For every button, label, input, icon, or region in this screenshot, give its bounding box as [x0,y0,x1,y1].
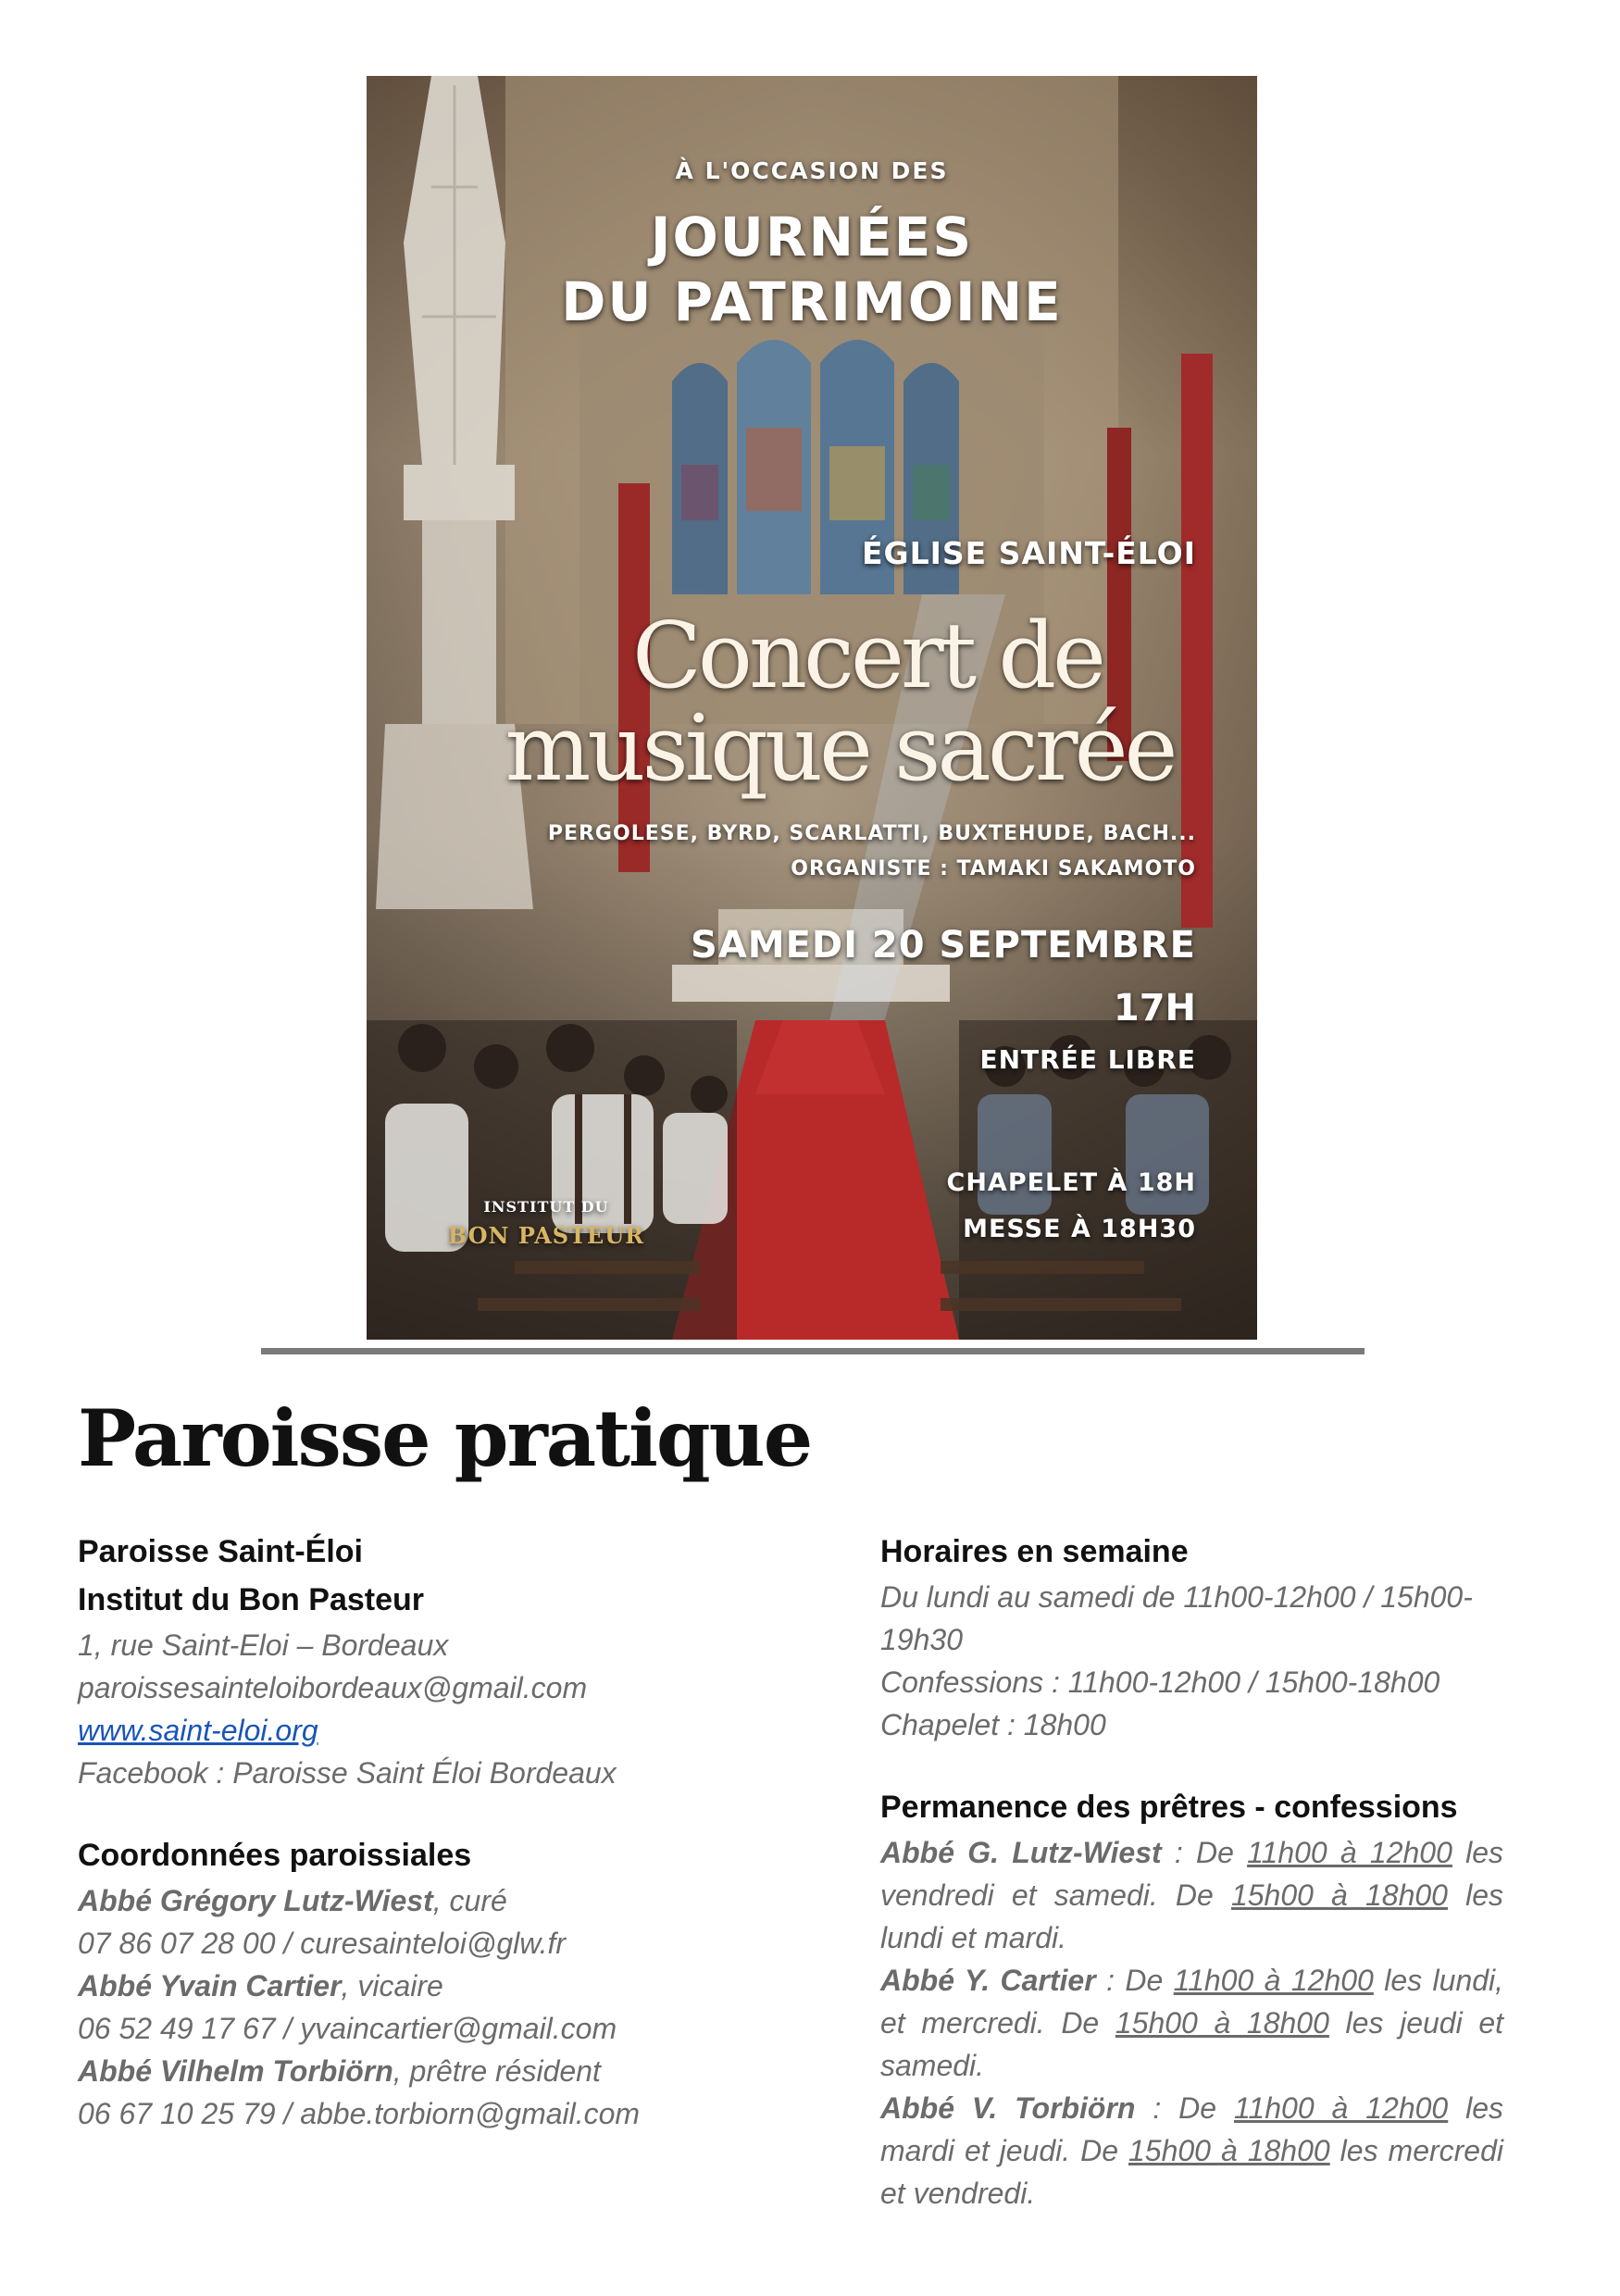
permanence-2-text-a: : De [1095,1964,1174,1997]
priest-1-name: Abbé Grégory Lutz-Wiest [78,1884,433,1917]
poster-time: 17H [1113,987,1196,1029]
permanence-2-slot-2: 15h00 à 18h00 [1115,2006,1329,2040]
weekday-hours: Du lundi au samedi de 11h00-12h00 / 15h00-19h30 [880,1580,1473,1656]
priest-3-role: , prêtre résident [393,2054,601,2088]
priest-3-name: Abbé Vilhelm Torbiörn [78,2054,393,2088]
permanence-1-text-c: les lundi et mardi. [880,1878,1504,1954]
poster-institute-logo-line1: INSTITUT DU [483,1198,609,1216]
institute-name: Institut du Bon Pasteur [78,1582,424,1617]
section-divider [261,1348,1365,1354]
permanence-3-slot-1: 11h00 à 12h00 [1234,2091,1449,2125]
permanence-heading: Permanence des prêtres - confessions [880,1790,1458,1825]
poster-mass-time: MESSE À 18H30 [963,1215,1196,1243]
schedule-column [880,1528,1503,2215]
parish-facebook: Facebook : Paroisse Saint Éloi Bordeaux [78,1756,617,1790]
permanence-3-name: Abbé V. Torbiörn [880,2091,1136,2125]
permanence-1-slot-2: 15h00 à 18h00 [1230,1878,1448,1912]
contacts-heading: Coordonnées paroissiales [78,1838,472,1873]
parish-address: 1, rue Saint-Eloi – Bordeaux [78,1628,449,1662]
poster-organist: ORGANISTE : TAMAKI SAKAMOTO [791,857,1196,880]
poster-rosary-time: CHAPELET À 18H [946,1168,1196,1197]
priest-1-contact: 07 86 07 28 00 / curesainteloi@glw.fr [78,1927,567,1960]
permanence-1-name: Abbé G. Lutz-Wiest [880,1836,1162,1869]
poster-free-entry: ENTRÉE LIBRE [979,1044,1196,1075]
permanence-3-text-c: les mercredi et vendredi. [880,2134,1503,2210]
poster-institute-logo-line2: BON PASTEUR [447,1222,645,1249]
poster-concert-title-line1: Concert de [631,604,1103,709]
permanence-entry-1 [880,1831,1503,1959]
weekday-hours-heading: Horaires en semaine [880,1534,1189,1569]
permanence-2-text-c: les jeudi et samedi. [880,2006,1504,2082]
permanence-2-name: Abbé Y. Cartier [880,1964,1096,1997]
permanence-3-text-b: les mardi et jeudi. De [880,2091,1504,2167]
permanence-entry-3 [880,2087,1503,2215]
poster-heading-line1: JOURNÉES [650,206,974,268]
priest-2-entry [78,1965,726,2007]
priest-3-entry [78,2050,726,2092]
parish-website-link[interactable]: www.saint-eloi.org [78,1714,318,1747]
parish-email[interactable]: paroissesainteloibordeaux@gmail.com [78,1671,588,1704]
poster-church-name: ÉGLISE SAINT-ÉLOI [861,535,1196,571]
confession-hours: Confessions : 11h00-12h00 / 15h00-18h00 [880,1666,1440,1699]
permanence-3-slot-2: 15h00 à 18h00 [1128,2134,1330,2167]
permanence-1-text-a: : De [1161,1836,1248,1869]
permanence-2-slot-1: 11h00 à 12h00 [1173,1964,1374,1997]
poster-composers: PERGOLESE, BYRD, SCARLATTI, BUXTEHUDE, BACH... [547,822,1196,845]
priest-3-contact: 06 67 10 25 79 / abbe.torbiorn@gmail.com [78,2097,641,2130]
poster-heading-line2: DU PATRIMOINE [561,270,1063,333]
permanence-entry-2 [880,1959,1503,2087]
parish-info-column [78,1528,726,2135]
permanence-1-slot-1: 11h00 à 12h00 [1247,1836,1452,1869]
priest-2-name: Abbé Yvain Cartier [78,1969,342,2003]
parish-name: Paroisse Saint-Éloi [78,1534,363,1569]
priest-2-contact: 06 52 49 17 67 / yvaincartier@gmail.com [78,2012,617,2045]
priest-1-entry [78,1879,726,1922]
poster-concert-title-line2: musique sacrée [505,696,1175,802]
permanence-2-text-b: les lundi, et mercredi. De [880,1964,1504,2040]
page-title: Paroisse pratique [78,1392,812,1484]
poster-occasion-text: À L'OCCASION DES [675,157,949,184]
permanence-1-text-b: les vendredi et samedi. De [880,1836,1504,1912]
priest-1-role: , curé [432,1884,507,1917]
priest-2-role: , vicaire [341,1969,443,2003]
concert-poster [367,76,1257,1340]
rosary-hours: Chapelet : 18h00 [880,1708,1106,1741]
poster-date: SAMEDI 20 SEPTEMBRE [691,924,1196,967]
permanence-3-text-a: : De [1135,2091,1234,2125]
